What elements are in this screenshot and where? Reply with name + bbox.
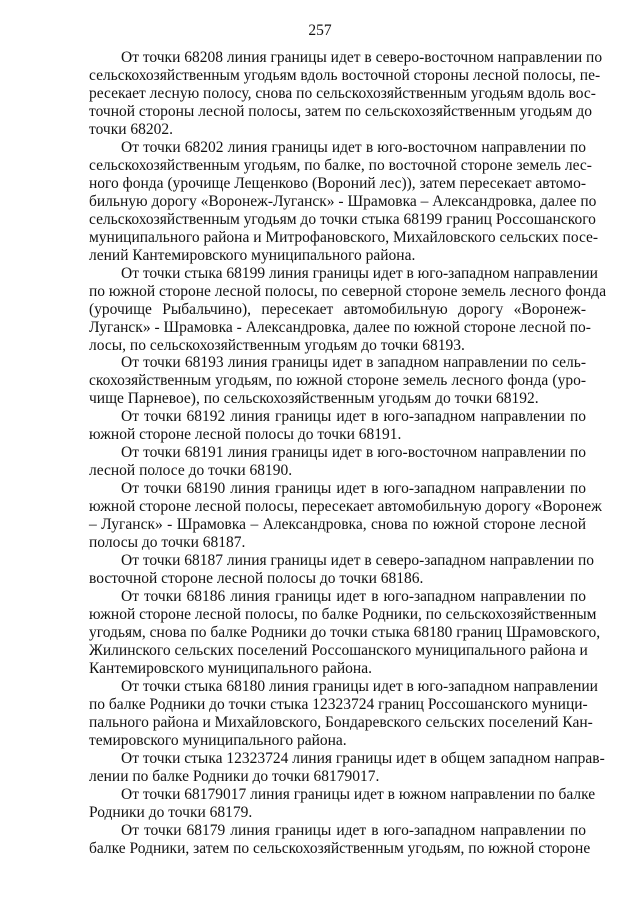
document-body bbox=[89, 49, 607, 858]
text-line: чище Парневое), по сельскохозяйственным угодьям до точки 68192. bbox=[89, 390, 539, 408]
text-line: лесной полосе до точки 68190. bbox=[89, 462, 293, 480]
text-line: муниципального района и Митрофановского, Михайловского сельских посе- bbox=[89, 228, 599, 246]
text-line: по балке Родники до точки стыка 12323724 границ Россошанского муници- bbox=[89, 695, 588, 713]
paragraph-first-line: От точки 68208 линия границы идет в северо-восточном направлении по bbox=[121, 49, 603, 66]
text-line: лосы, по сельскохозяйственным угодьям до точки 68193. bbox=[89, 336, 465, 354]
text-line: по южной стороне лесной полосы, по северной стороне земель лесного фонда bbox=[89, 282, 607, 300]
text-line: Кантемировского муниципального района. bbox=[89, 659, 372, 677]
text-line: сельскохозяйственным угодьям, по балке, по восточной стороне земель лес- bbox=[89, 156, 592, 174]
text-line: Жилинского сельских поселений Россошанского муниципального района и bbox=[89, 641, 588, 659]
text-line: сельскохозяйственным угодьям вдоль восточной стороны лесной полосы, пе- bbox=[89, 66, 601, 84]
text-line: балке Родники, затем по сельскохозяйственным угодьям, по южной стороне bbox=[89, 839, 591, 857]
paragraph-first-line: От точки стыка 12323724 линия границы идет в общем западном направ- bbox=[121, 749, 605, 767]
text-line: восточной стороне лесной полосы до точки 68186. bbox=[89, 570, 424, 588]
text-line: темировского муниципального района. bbox=[89, 731, 347, 749]
paragraph-first-line: От точки 68179 линия границы идет в юго-западном направлении по bbox=[121, 821, 586, 839]
paragraph-first-line: От точки 68190 линия границы идет в юго-западном направлении по bbox=[121, 480, 586, 498]
text-line: Луганск» - Шрамовка - Александровка, далее по южной стороне лесной по- bbox=[89, 318, 591, 336]
text-line: южной стороне лесной полосы, по балке Родники, по сельскохозяйственным bbox=[89, 606, 597, 624]
paragraph-first-line: От точки 68193 линия границы идет в западном направлении по сель- bbox=[121, 354, 586, 372]
text-line: пального района и Михайловского, Бондаревского сельских поселений Кан- bbox=[89, 713, 593, 731]
paragraph-first-line: От точки 68187 линия границы идет в северо-западном направлении по bbox=[121, 552, 595, 570]
text-line: лении по балке Родники до точки 68179017. bbox=[89, 767, 380, 785]
paragraph-first-line: От точки 68179017 линия границы идет в южном направлении по балке bbox=[121, 785, 596, 803]
paragraph-first-line: От точки 68192 линия границы идет в юго-западном направлении по bbox=[121, 408, 586, 426]
text-line: точной стороны лесной полосы, затем по сельскохозяйственным угодьям до bbox=[89, 102, 592, 120]
text-line: сельскохозяйственным угодьям до точки стыка 68199 границ Россошанского bbox=[89, 210, 596, 228]
text-line: южной стороне лесной полосы до точки 68191. bbox=[89, 426, 402, 444]
text-line: – Луганск» - Шрамовка – Александровка, снова по южной стороне лесной bbox=[89, 516, 586, 534]
paragraph-first-line: От точки 68202 линия границы идет в юго-восточном направлении по bbox=[121, 138, 586, 156]
text-line: точки 68202. bbox=[89, 120, 174, 138]
text-line: скохозяйственным угодьям, по южной стороне земель лесного фонда (уро- bbox=[89, 372, 586, 390]
text-line: Родники до точки 68179. bbox=[89, 803, 253, 821]
text-line: угодьям, снова по балке Родники до точки стыка 68180 границ Шрамовского, bbox=[89, 624, 601, 641]
text-line: ного фонда (урочище Лещенково (Вороний лес)), затем пересекает автомо- bbox=[89, 174, 586, 192]
paragraph-first-line: От точки 68186 линия границы идет в юго-западном направлении по bbox=[121, 588, 586, 606]
text-line: (урочище Рыбальчино), пересекает автомобильную дорогу «Воронеж- bbox=[89, 300, 586, 318]
text-line: лений Кантемировского муниципального района. bbox=[89, 246, 416, 264]
paragraph-first-line: От точки 68191 линия границы идет в юго-восточном направлении по bbox=[121, 444, 586, 462]
text-line: южной стороне лесной полосы, пересекает автомобильную дорогу «Воронеж bbox=[89, 498, 602, 516]
text-line: бильную дорогу «Воронеж-Луганск» - Шрамовка – Александровка, далее по bbox=[89, 192, 597, 210]
paragraph-first-line: От точки стыка 68199 линия границы идет в юго-западном направлении bbox=[121, 264, 598, 282]
text-line: ресекает лесную полосу, снова по сельскохозяйственным угодьям вдоль вос- bbox=[89, 84, 596, 102]
page-number: 257 bbox=[308, 22, 332, 39]
text-line: полосы до точки 68187. bbox=[89, 534, 246, 552]
paragraph-first-line: От точки стыка 68180 линия границы идет в юго-западном направлении bbox=[121, 677, 598, 695]
